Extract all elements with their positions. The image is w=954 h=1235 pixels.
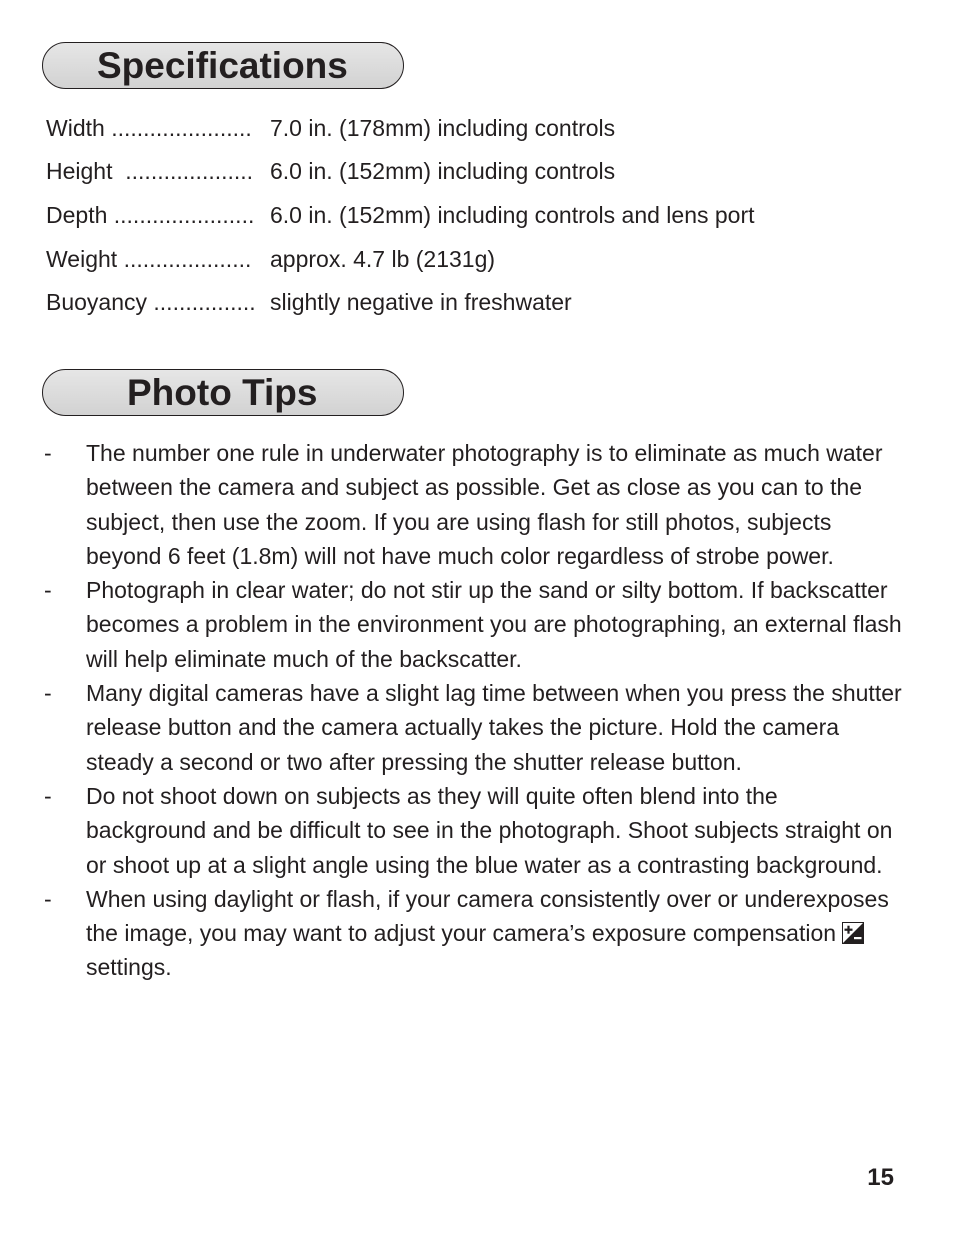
spec-value: slightly negative in freshwater [270,289,572,315]
tip-item [44,436,904,573]
spec-value: 6.0 in. (152mm) including controls [270,158,616,184]
spec-value: approx. 4.7 lb (2131g) [270,246,496,272]
page-number: 15 [867,1164,894,1191]
photo-tips-list [44,436,904,985]
tip-text: Do not shoot down on subjects as they will quite often blend into the background and be difficult to see in the photograph. Shoot subjects straight on or shoot up at a slight angle using the blue water as a contrasting background. [86,782,893,878]
spec-label: Buoyancy [46,289,148,315]
tip-text: When using daylight or flash, if your camera consistently over or underexposes the image, you may want to adjust your camera’s exposure compensation [86,885,889,947]
tip-text: The number one rule in underwater photography is to eliminate as much water between the camera and subject as possible. Get as close as you can to the subject, then use the zoom. If you are using flash for still photos, subjects beyond 6 feet (1.8m) will not have much color regardless of strobe power. [86,440,883,569]
tip-item [44,573,904,676]
spec-label: Width [46,115,105,141]
tip-text: Many digital cameras have a slight lag time between when you press the shutter release button and the camera actually takes the picture. Hold the camera steady a second or two after pressing the shutter release button. [86,680,902,775]
tip-bullet: - [44,782,52,809]
tip-bullet: - [44,680,52,707]
spec-leader-dots: .................... [125,158,254,184]
tip-item [44,882,904,985]
tip-bullet: - [44,440,52,466]
spec-value: 7.0 in. (178mm) including controls [270,115,616,141]
spec-label: Weight [46,246,118,272]
spec-leader-dots: ...................... [111,115,252,141]
spec-leader-dots: ................ [153,289,256,315]
photo-tips-heading: Photo Tips [127,372,318,413]
spec-leader-dots: .................... [123,246,252,272]
spec-label: Height [46,158,113,184]
spec-label: Depth [46,202,108,228]
spec-leader-dots: ...................... [113,202,255,228]
spec-value: 6.0 in. (152mm) including controls and lens port [270,202,755,228]
tip-text: Photograph in clear water; do not stir up the sand or silty bottom. If backscatter becomes a problem in the environment you are photographing, an external flash will help eliminate much of the backscatter. [86,577,902,672]
tip-bullet: - [44,885,52,912]
exposure-compensation-icon [842,922,864,944]
tip-item [44,779,904,882]
tip-text-end: settings. [86,954,172,981]
specifications-heading: Specifications [97,45,348,86]
tip-bullet: - [44,577,52,604]
tip-item [44,676,904,779]
